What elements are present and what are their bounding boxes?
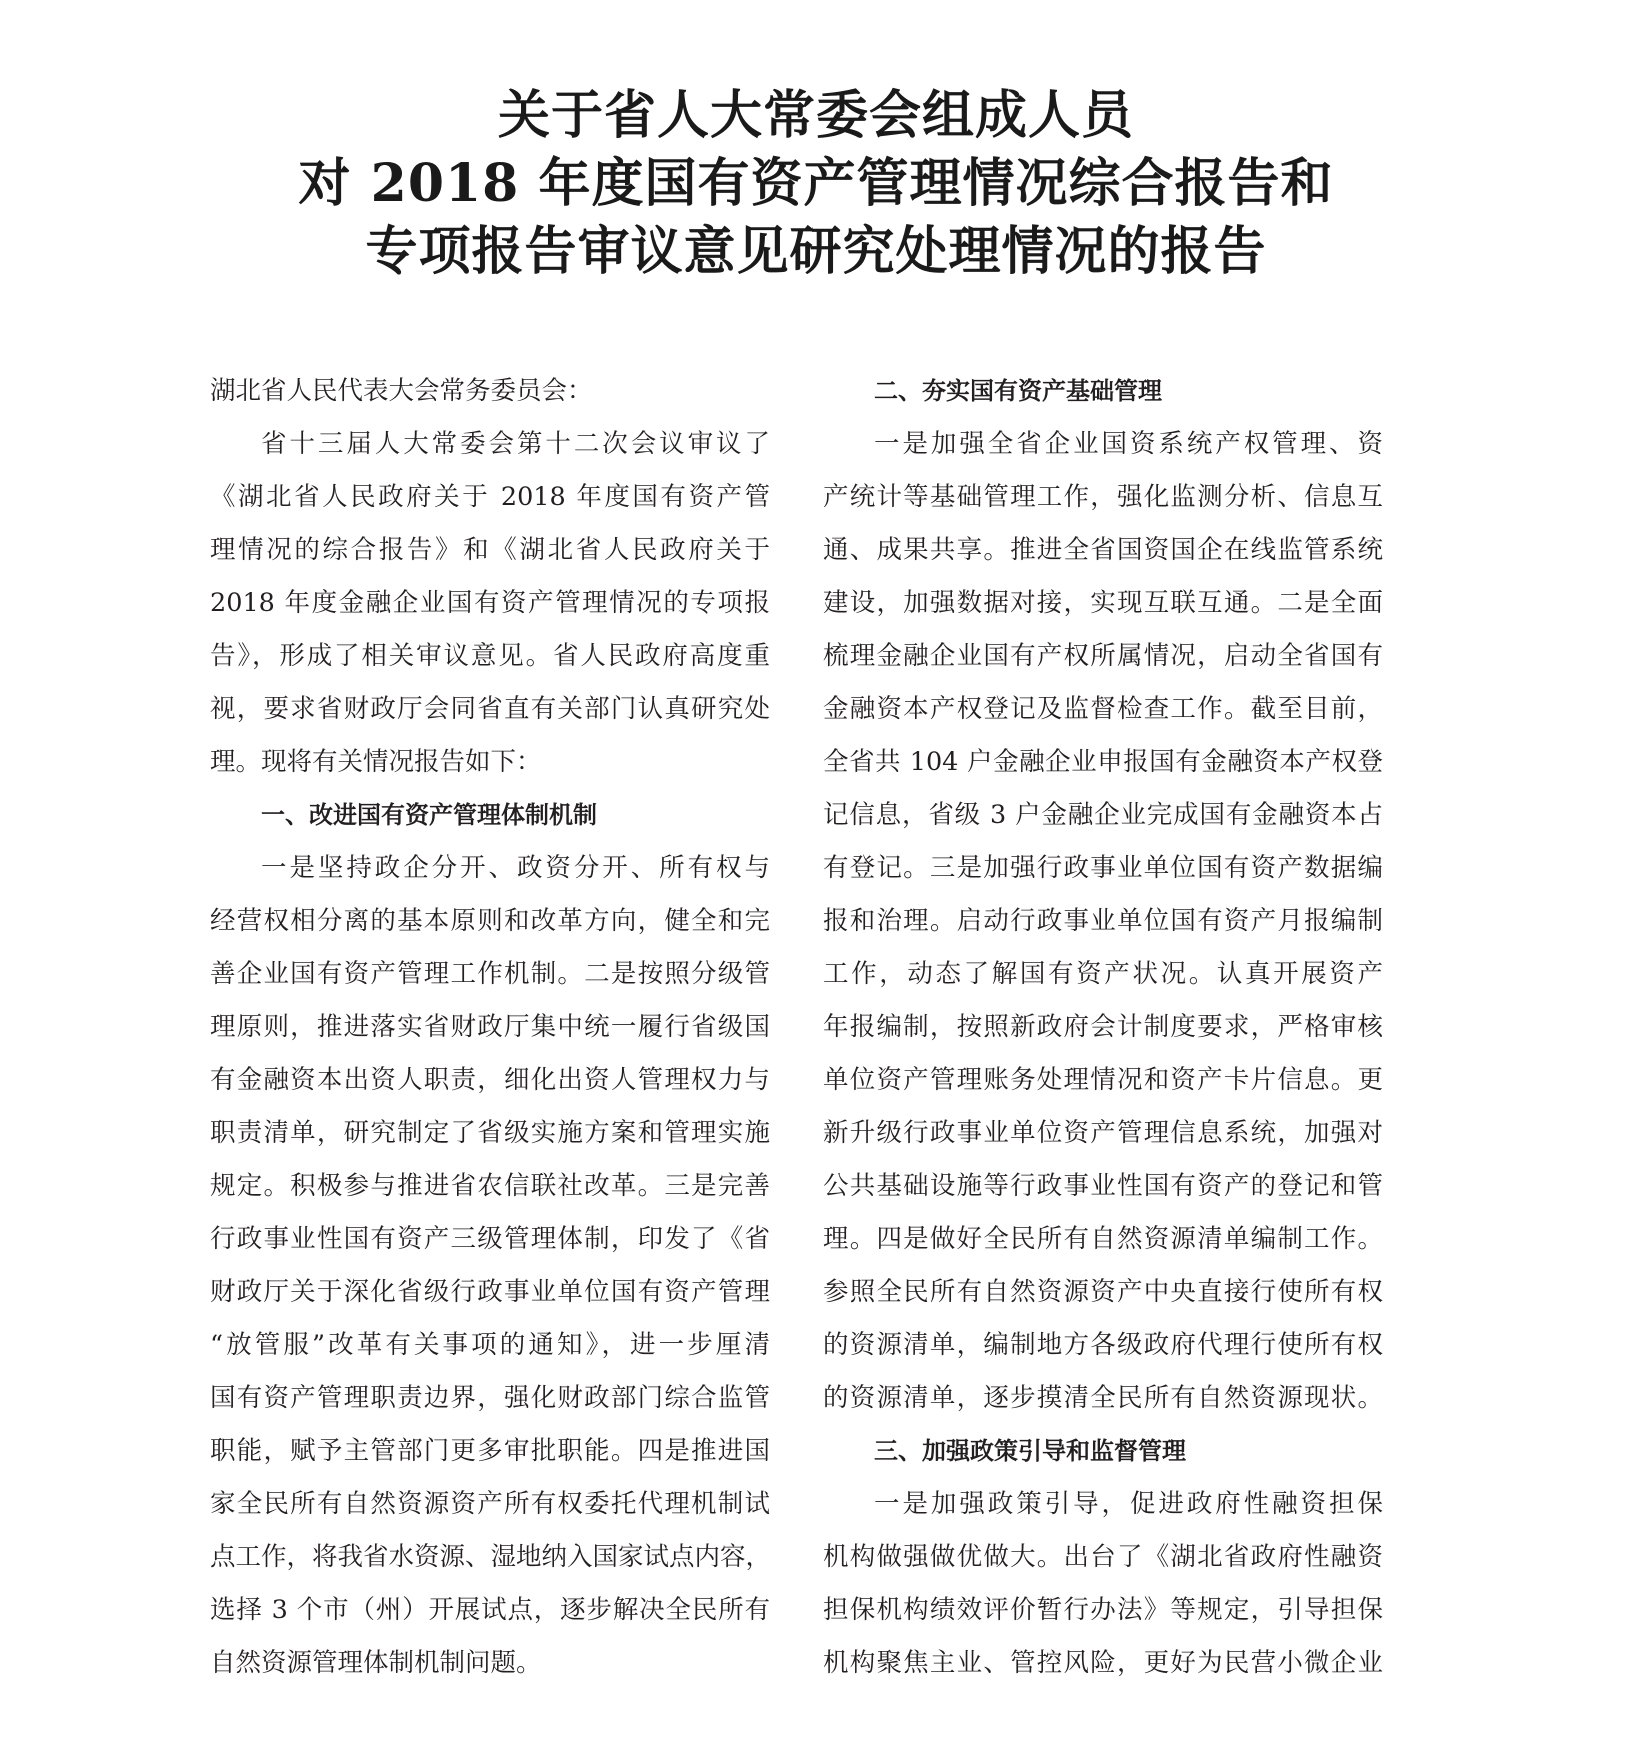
text-line: 《湖北省人民政府关于 2018 年度国有资产管 — [210, 482, 770, 512]
text-line: 职责清单，研究制定了省级实施方案和管理实施 — [210, 1118, 770, 1148]
section-3-paragraph — [823, 1478, 1383, 1690]
text-line: 担保机构绩效评价暂行办法》等规定，引导担保 — [823, 1595, 1383, 1625]
text-line: “放管服”改革有关事项的通知》，进一步厘清 — [210, 1330, 770, 1360]
text-line: 点工作，将我省水资源、湿地纳入国家试点内容， — [210, 1542, 772, 1572]
title-line-3: 专项报告审议意见研究处理情况的报告 — [365, 221, 1267, 282]
text-line: 理原则，推进落实省财政厅集中统一履行省级国 — [210, 1012, 770, 1042]
text-line: 有登记。三是加强行政事业单位国有资产数据编 — [823, 853, 1383, 883]
text-line: 通、成果共享。推进全省国资国企在线监管系统 — [823, 535, 1383, 565]
text-line: 2018 年度金融企业国有资产管理情况的专项报 — [210, 588, 770, 618]
text-line: 机构做强做优做大。出台了《湖北省政府性融资 — [823, 1542, 1383, 1572]
text-line: 新升级行政事业单位资产管理信息系统，加强对 — [823, 1118, 1383, 1148]
text-line: 机构聚焦主业、管控风险，更好为民营小微企业 — [823, 1648, 1383, 1678]
text-line: 理。四是做好全民所有自然资源清单编制工作。 — [823, 1224, 1383, 1254]
text-line: 单位资产管理账务处理情况和资产卡片信息。更 — [823, 1065, 1383, 1095]
text-line: 规定。积极参与推进省农信联社改革。三是完善 — [210, 1171, 770, 1201]
text-line: 选择 3 个市（州）开展试点，逐步解决全民所有 — [210, 1595, 770, 1625]
section-heading-2: 二、夯实国有资产基础管理 — [874, 377, 1162, 405]
right-column — [823, 365, 1383, 1690]
text-line: 产统计等基础管理工作，强化监测分析、信息互 — [823, 482, 1383, 512]
document-title — [0, 82, 1632, 286]
text-line: 工作，动态了解国有资产状况。认真开展资产 — [823, 959, 1383, 989]
left-column — [210, 365, 770, 1690]
text-line: 的资源清单，逐步摸清全民所有自然资源现状。 — [823, 1383, 1383, 1413]
text-line: 行政事业性国有资产三级管理体制，印发了《省 — [210, 1224, 770, 1254]
text-line: 告》，形成了相关审议意见。省人民政府高度重 — [210, 641, 770, 671]
text-line: 参照全民所有自然资源资产中央直接行使所有权 — [823, 1277, 1383, 1307]
text-line: 一是加强全省企业国资系统产权管理、资 — [874, 429, 1383, 459]
text-line: 善企业国有资产管理工作机制。二是按照分级管 — [210, 959, 770, 989]
text-line: 公共基础设施等行政事业性国有资产的登记和管 — [823, 1171, 1383, 1201]
section-1-paragraph — [210, 842, 770, 1690]
text-line: 国有资产管理职责边界，强化财政部门综合监管 — [210, 1383, 770, 1413]
text-line: 有金融资本出资人职责，细化出资人管理权力与 — [210, 1065, 770, 1095]
text-line: 梳理金融企业国有产权所属情况，启动全省国有 — [823, 641, 1383, 671]
title-line-2: 对 2018 年度国有资产管理情况综合报告和 — [298, 153, 1334, 214]
text-line: 一是坚持政企分开、政资分开、所有权与 — [261, 853, 770, 883]
text-line: 金融资本产权登记及监督检查工作。截至目前， — [823, 694, 1383, 724]
text-line: 理。现将有关情况报告如下： — [210, 747, 542, 777]
text-line: 省十三届人大常委会第十二次会议审议了 — [261, 429, 770, 459]
intro-paragraph — [210, 418, 770, 789]
text-line: 记信息，省级 3 户金融企业完成国有金融资本占 — [823, 800, 1383, 830]
text-line: 自然资源管理体制机制问题。 — [210, 1648, 542, 1678]
text-line: 建设，加强数据对接，实现互联互通。二是全面 — [823, 588, 1383, 618]
section-heading-3: 三、加强政策引导和监督管理 — [874, 1437, 1186, 1465]
title-line-1: 关于省人大常委会组成人员 — [497, 85, 1134, 146]
text-line: 理情况的综合报告》和《湖北省人民政府关于 — [210, 535, 770, 565]
text-line: 经营权相分离的基本原则和改革方向，健全和完 — [210, 906, 770, 936]
text-line: 财政厅关于深化省级行政事业单位国有资产管理 — [210, 1277, 770, 1307]
text-line: 年报编制，按照新政府会计制度要求，严格审核 — [823, 1012, 1383, 1042]
salutation: 湖北省人民代表大会常务委员会： — [210, 376, 593, 406]
text-line: 一是加强政策引导，促进政府性融资担保 — [874, 1489, 1383, 1519]
text-line: 视，要求省财政厅会同省直有关部门认真研究处 — [210, 694, 770, 724]
text-line: 报和治理。启动行政事业单位国有资产月报编制 — [823, 906, 1383, 936]
text-line: 家全民所有自然资源资产所有权委托代理机制试 — [210, 1489, 770, 1519]
text-line: 职能，赋予主管部门更多审批职能。四是推进国 — [210, 1436, 770, 1466]
section-2-paragraph — [823, 418, 1383, 1425]
section-heading-1: 一、改进国有资产管理体制机制 — [261, 801, 597, 829]
text-line: 全省共 104 户金融企业申报国有金融资本产权登 — [823, 747, 1383, 777]
text-line: 的资源清单，编制地方各级政府代理行使所有权 — [823, 1330, 1383, 1360]
